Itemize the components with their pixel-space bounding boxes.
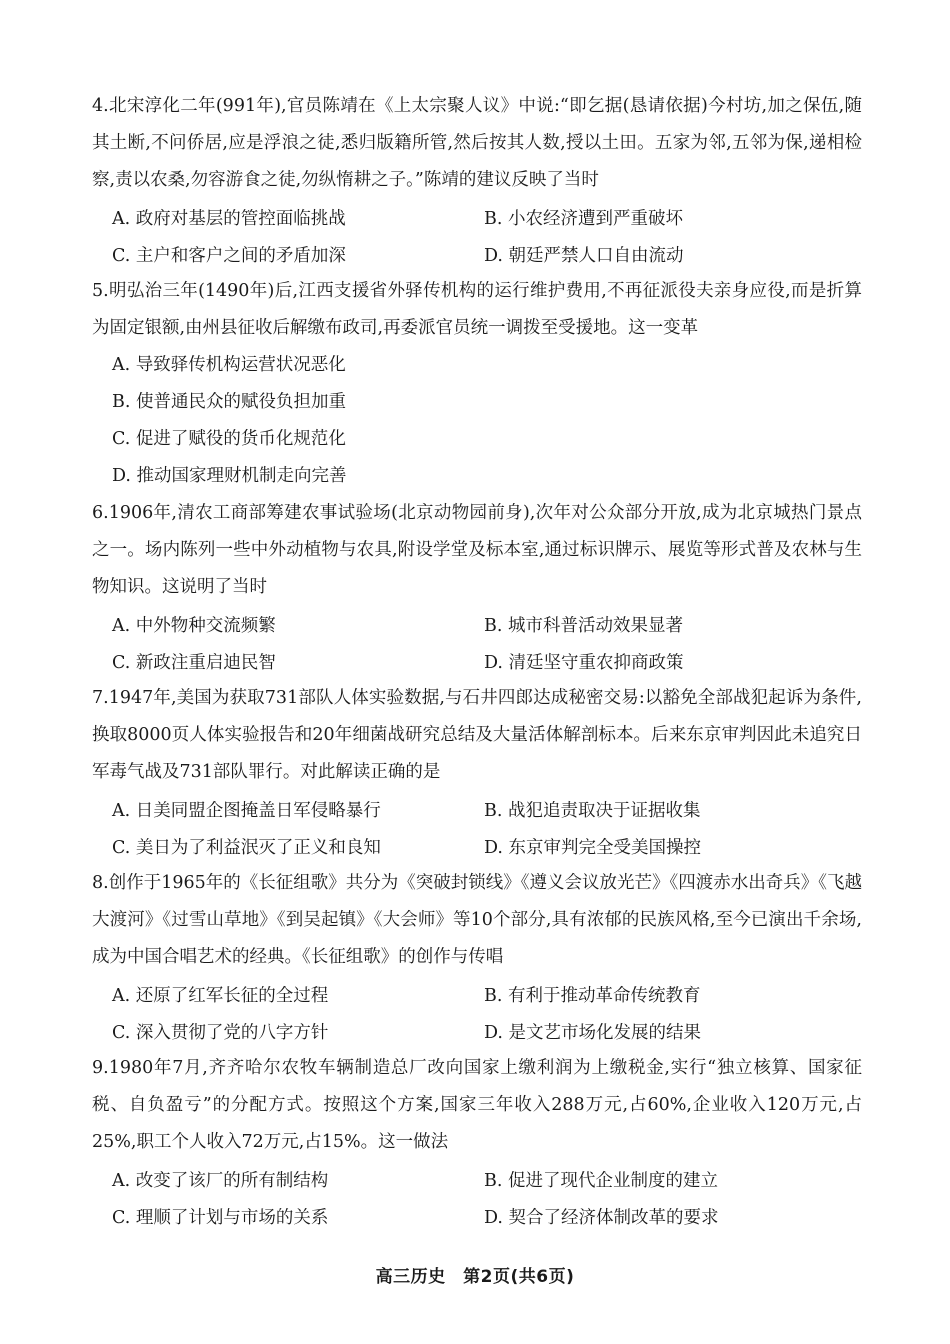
option-b: B. 使普通民众的赋役负担加重 (112, 392, 346, 412)
options-row (112, 199, 862, 236)
options (92, 976, 862, 1050)
option-d: D. 朝廷严禁人口自由流动 (484, 246, 684, 266)
option-c: C. 深入贯彻了党的八字方针 (112, 1023, 329, 1043)
option-d: D. 东京审判完全受美国操控 (484, 838, 702, 858)
option-d: D. 清廷坚守重农抑商政策 (484, 653, 684, 673)
option-b: B. 促进了现代企业制度的建立 (484, 1171, 718, 1191)
options (92, 199, 862, 273)
option-c: C. 促进了赋役的货币化规范化 (112, 429, 346, 449)
option-d: D. 是文艺市场化发展的结果 (484, 1023, 702, 1043)
options (92, 347, 862, 495)
options-row (112, 643, 862, 680)
option-a: A. 导致驿传机构运营状况恶化 (112, 355, 346, 375)
question-4 (92, 88, 862, 273)
options-row (112, 828, 862, 865)
options-row (112, 236, 862, 273)
options-row (112, 1013, 862, 1050)
options-row (112, 791, 862, 828)
options-row (112, 1161, 862, 1198)
options-row (112, 1198, 862, 1235)
question-6 (92, 495, 862, 680)
question-7 (92, 680, 862, 865)
options-row (112, 976, 862, 1013)
options (92, 791, 862, 865)
question-stem: 8.创作于1965年的《长征组歌》共分为《突破封锁线》《遵义会议放光芒》《四渡赤水出奇兵》《飞越大渡河》《过雪山草地》《到吴起镇》《大会师》等10个部分,具有浓郁的民族风格,至今已演出千余场,成为中国合唱艺术的经典。《长征组歌》的创作与传唱 (92, 873, 862, 967)
options (92, 606, 862, 680)
option-c: C. 新政注重启迪民智 (112, 653, 276, 673)
option-a: A. 中外物种交流频繁 (112, 616, 276, 636)
option-a: A. 政府对基层的管控面临挑战 (112, 209, 346, 229)
question-5 (92, 273, 862, 495)
question-stem: 4.北宋淳化二年(991年),官员陈靖在《上太宗聚人议》中说:“即乞据(恳请依据)今村坊,加之保伍,随其土断,不问侨居,应是浮浪之徒,悉归版籍所管,然后按其人数,授以土田。五家为邻,五邻为保,递相检察,责以农桑,勿容游食之徒,勿纵惰耕之子。”陈靖的建议反映了当时 (92, 96, 862, 190)
option-a: A. 日美同盟企图掩盖日军侵略暴行 (112, 801, 381, 821)
question-stem: 9.1980年7月,齐齐哈尔农牧车辆制造总厂改向国家上缴利润为上缴税金,实行“独立核算、国家征税、自负盈亏”的分配方式。按照这个方案,国家三年收入288万元,占60%,企业收入120万元,占25%,职工个人收入72万元,占15%。这一做法 (92, 1058, 862, 1152)
option-d: D. 推动国家理财机制走向完善 (112, 466, 347, 486)
option-b: B. 城市科普活动效果显著 (484, 616, 683, 636)
option-b: B. 有利于推动革命传统教育 (484, 986, 701, 1006)
option-c: C. 理顺了计划与市场的关系 (112, 1208, 329, 1228)
option-a: A. 改变了该厂的所有制结构 (112, 1171, 329, 1191)
question-stem: 6.1906年,清农工商部筹建农事试验场(北京动物园前身),次年对公众部分开放,成为北京城热门景点之一。场内陈列一些中外动植物与农具,附设学堂及标本室,通过标识牌示、展览等形式普及农林与生物知识。这说明了当时 (92, 503, 862, 597)
option-a: A. 还原了红军长征的全过程 (112, 986, 329, 1006)
question-8 (92, 865, 862, 1050)
options (92, 1161, 862, 1235)
option-c: C. 主户和客户之间的矛盾加深 (112, 246, 346, 266)
option-c: C. 美日为了利益泯灭了正义和良知 (112, 838, 381, 858)
options-row (112, 606, 862, 643)
option-d: D. 契合了经济体制改革的要求 (484, 1208, 719, 1228)
option-b: B. 小农经济遭到严重破坏 (484, 209, 683, 229)
page-footer: 高三历史 第2页(共6页) (375, 1267, 575, 1287)
question-stem: 7.1947年,美国为获取731部队人体实验数据,与石井四郎达成秘密交易:以豁免全部战犯起诉为条件,换取8000页人体实验报告和20年细菌战研究总结及大量活体解剖标本。后来东京审判因此未追究日军毒气战及731部队罪行。对此解读正确的是 (92, 688, 862, 782)
option-b: B. 战犯追责取决于证据收集 (484, 801, 701, 821)
question-9 (92, 1050, 862, 1235)
question-stem: 5.明弘治三年(1490年)后,江西支援省外驿传机构的运行维护费用,不再征派役夫亲身应役,而是折算为固定银额,由州县征收后解缴布政司,再委派官员统一调拨至受援地。这一变革 (92, 281, 862, 338)
